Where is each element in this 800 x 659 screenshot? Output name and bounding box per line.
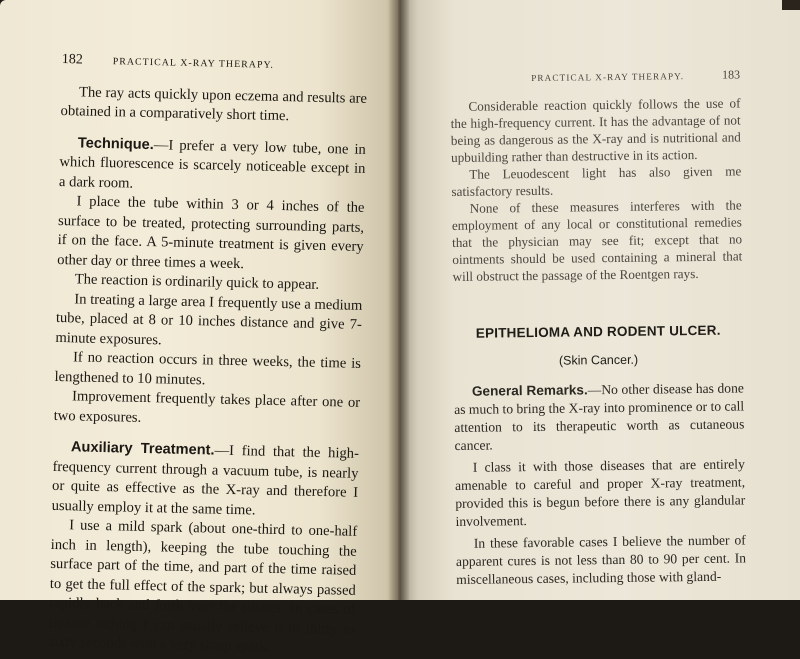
paragraph-body: —No other disease has done as much to bring the X-ray into prominence or to call attention to its therapeutic worth as cutaneous cancer. [454,380,745,453]
left-page-text [48,50,368,659]
paragraph-technique [59,133,366,198]
paragraph: I use a mild spark (about one-third to one-half inch in length), keeping the tube touching the surface part of the time, and part of the time raised to get the full effect of the spark; but always passed rapidly back and forth over the tissues. In cases of intense itching I can usually relieve it in thirty to sixty seconds with a very sharp spark. [48,517,358,655]
paragraph: None of these measures interferes with the employment of any local or constitutional remedies that the physician may see fit; except that no ointments should be used containing a mineral that will obstruct the passage of the Roentgen rays. [451,197,743,284]
right-running-head [450,66,740,88]
right-running-title: PRACTICAL X-RAY THERAPY. [531,71,685,84]
paragraph: The Leuodescent light has also given me satisfactory results. [451,163,742,199]
left-page-number: 182 [61,51,83,68]
paragraph: The reaction is ordinarily quick to appear. [74,271,320,293]
paragraph-body: —I find that the high-frequency current through a vacuum tube, is nearly or quite as effective as the X-ray and therefore I usually employ it at the same time. [51,442,360,519]
paragraph: I class it with those diseases that are entirely amenable to careful and proper X-ray treatment, provided this is begun before there is any glandular involvement. [454,456,746,529]
paragraph: Considerable reaction quickly follows the use of the high-frequency current. It has the advantage of not being as dangerous as the X-ray and is nutritional and upbuilding rather than destructive in its action. [450,95,741,165]
paragraph-auxiliary [51,438,359,523]
paragraph-general-remarks [454,379,745,455]
section-subheading: (Skin Cancer.) [558,352,639,368]
paragraph: Improvement frequently takes place after one or two exposures. [53,388,361,426]
left-running-title: PRACTICAL X-RAY THERAPY. [112,56,275,71]
paragraph: The ray acts quickly upon eczema and results are obtained in a comparatively short time. [60,83,368,125]
right-page-text [450,66,746,589]
book-gutter [388,0,410,600]
section-heading: EPITHELIOMA AND RODENT ULCER. [475,322,721,341]
paragraph: I place the tube within 3 or 4 inches of the surface to be treated, protecting surrounding parts, if on the face. A 5-minute treatment is given every other day or three times a week. [57,193,365,272]
paragraph-body: —I prefer a very low tube, one in which fluorescence is scarcely noticeable except in a dark room. [58,136,367,192]
section-body [454,379,746,589]
right-page-number: 183 [721,67,741,82]
background-corner [782,0,800,10]
paragraph-lead: Technique. [77,134,155,153]
paragraph: In treating a large area I frequently use a medium tube, placed at 8 or 10 inches distance and give 7-minute exposures. [55,290,363,348]
paragraph: In these favorable cases I believe the number of apparent cures is not less than 80 to 90 per cent. In miscellaneous cases, including those with gland- [455,532,747,587]
paragraph: If no reaction occurs in three weeks, the time is lengthened to 10 minutes. [54,349,362,388]
paragraph-lead: Auxiliary Treatment. [70,439,215,459]
paragraph-lead: General Remarks. [471,382,588,399]
